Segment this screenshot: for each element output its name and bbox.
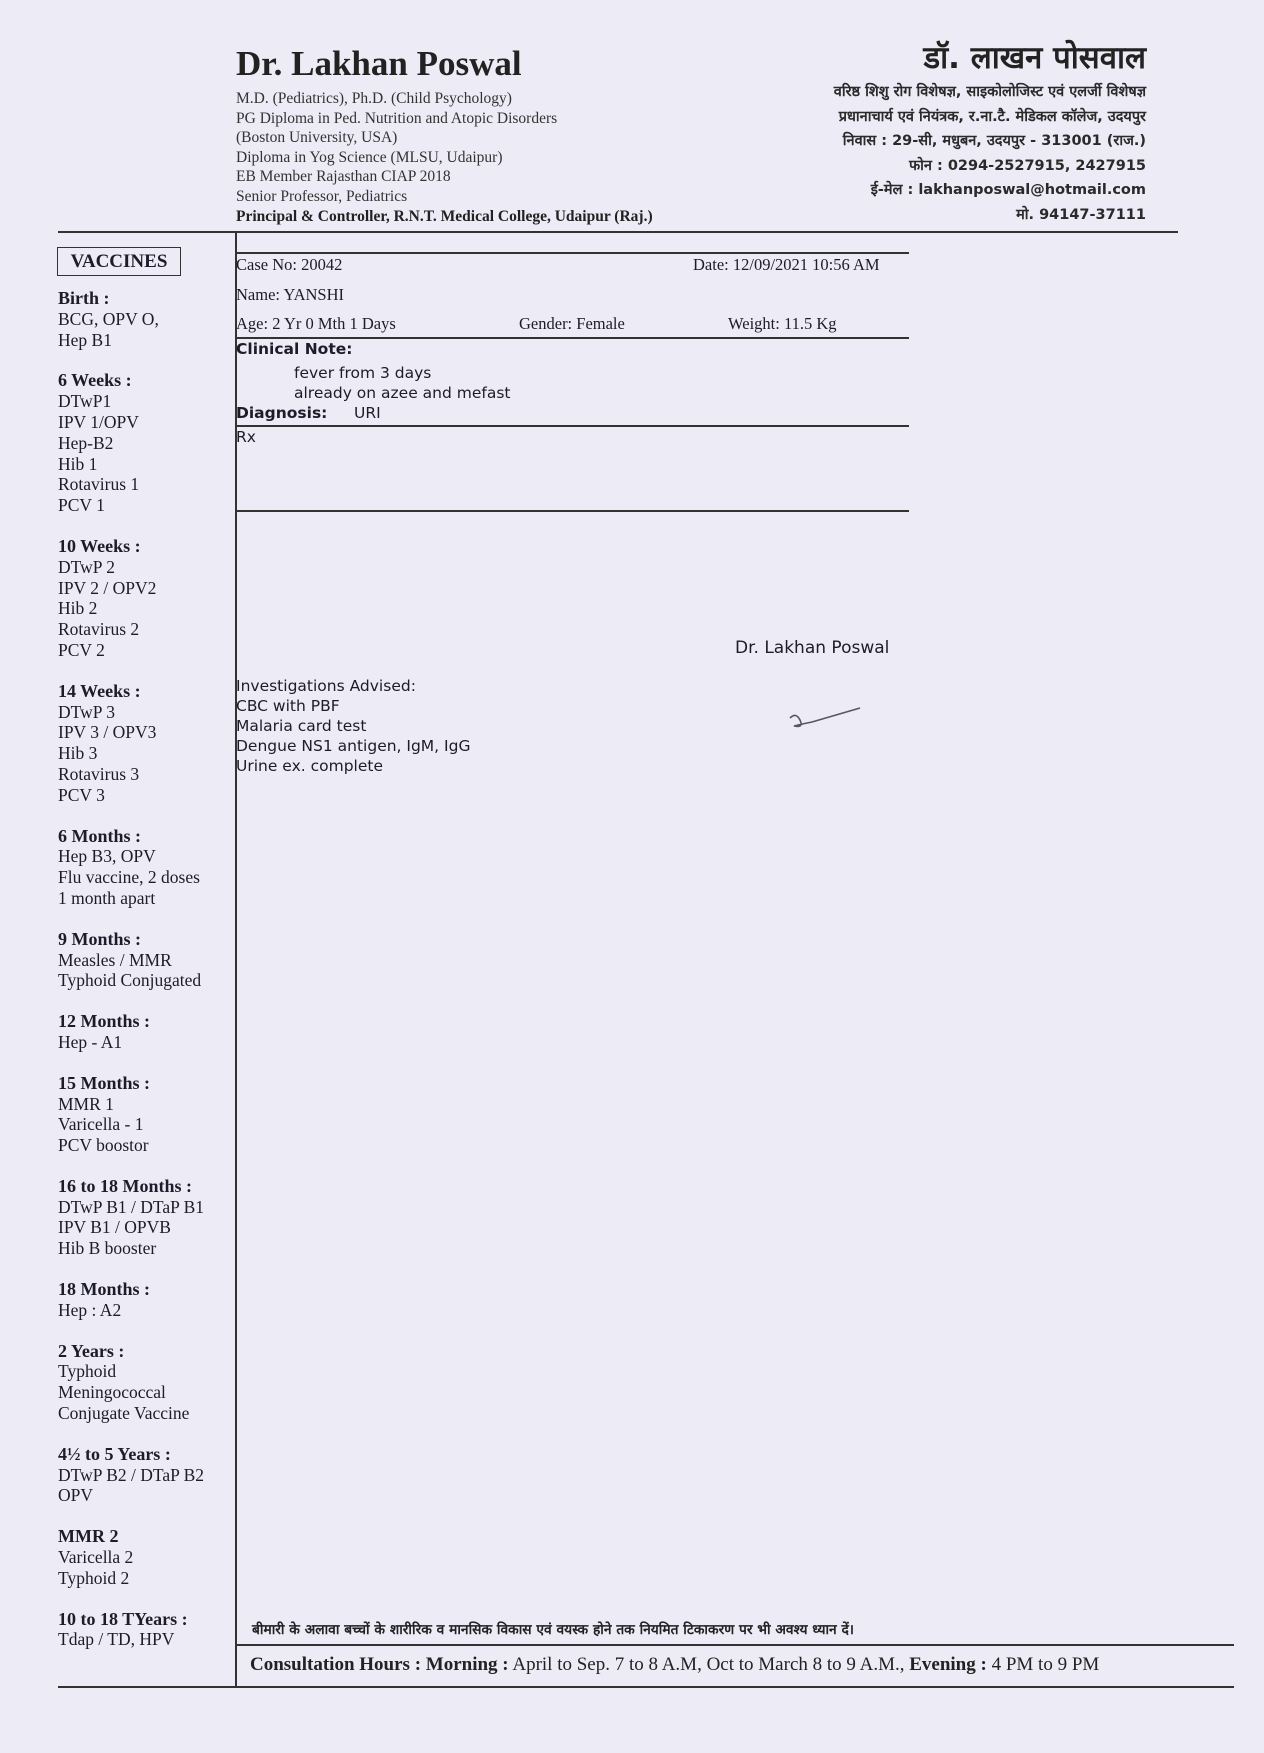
vaccine-item: Hib 1 — [58, 453, 98, 474]
vaccine-group-title: 10 Weeks : — [58, 535, 141, 556]
rx-symbol: Rx — [236, 428, 256, 446]
case-number: Case No: 20042 — [236, 255, 343, 274]
vaccine-group-title: MMR 2 — [58, 1526, 119, 1547]
case-info-rule — [236, 337, 909, 339]
investigation-item: CBC with PBF — [236, 697, 340, 715]
vaccine-item: DTwP1 — [58, 391, 112, 412]
vaccine-group-title: 14 Weeks : — [58, 680, 141, 701]
vaccine-group — [58, 536, 233, 661]
morning-label: Morning : — [425, 1654, 509, 1675]
clinical-note-line: already on azee and mefast — [294, 384, 511, 402]
diagnosis-rule — [236, 425, 909, 427]
vaccine-item: Rotavirus 1 — [58, 474, 140, 495]
vaccine-group-title: Birth : — [58, 288, 110, 308]
hindi-contact-block — [834, 80, 1146, 227]
vaccine-item: IPV 3 / OPV3 — [58, 722, 157, 743]
case-top-rule — [236, 252, 909, 254]
clinical-note-line: fever from 3 days — [294, 364, 432, 382]
qualification-line: Senior Professor, Pediatrics — [236, 187, 408, 205]
vaccine-item: Rotavirus 2 — [58, 619, 140, 640]
column-divider — [235, 232, 237, 1686]
qualification-line: EB Member Rajasthan CIAP 2018 — [236, 168, 451, 186]
hindi-line: मो. 94147-37111 — [1016, 206, 1146, 223]
vaccine-item: Hep - A1 — [58, 1031, 123, 1052]
signature-name: Dr. Lakhan Poswal — [735, 638, 890, 658]
patient-age: Age: 2 Yr 0 Mth 1 Days — [236, 314, 396, 333]
hindi-line: ई-मेल : lakhanposwal@hotmail.com — [870, 182, 1146, 198]
vaccine-group-title: 2 Years : — [58, 1340, 125, 1361]
investigation-item: Dengue NS1 antigen, IgM, IgG — [236, 737, 471, 755]
vaccine-group-title: 4½ to 5 Years : — [58, 1443, 171, 1464]
vaccine-item: Typhoid — [58, 1361, 117, 1382]
vaccine-item: Hep : A2 — [58, 1299, 122, 1320]
vaccine-group-title: 10 to 18 TYears : — [58, 1608, 188, 1629]
qualifications — [236, 89, 653, 226]
vaccine-group — [58, 1526, 233, 1588]
vaccine-group — [58, 1073, 233, 1156]
hindi-line: प्रधानाचार्य एवं नियंत्रक, र.ना.टै. मेडिकल कॉलेज, उदयपुर — [838, 108, 1146, 125]
vaccine-item: Conjugate Vaccine — [58, 1403, 190, 1424]
investigation-item: Malaria card test — [236, 717, 367, 735]
signature-mark — [788, 706, 862, 736]
vaccine-group — [58, 681, 233, 806]
vaccine-item: PCV 1 — [58, 495, 105, 516]
morning-hours: April to Sep. 7 to 8 A.M, Oct to March 8 to 9 A.M., — [512, 1654, 905, 1675]
diagnosis-value: URI — [354, 404, 381, 422]
hindi-line: निवास : 29-सी, मधुबन, उदयपुर - 313001 (राज.) — [842, 133, 1146, 149]
vaccine-group-title: 6 Months : — [58, 825, 142, 846]
vaccine-item: DTwP B1 / DTaP B1 — [58, 1196, 204, 1217]
vaccine-item: Meningococcal — [58, 1382, 166, 1403]
vaccine-group — [58, 370, 233, 516]
vaccine-item: Varicella - 1 — [58, 1114, 144, 1135]
vaccine-group-title: 6 Weeks : — [58, 370, 132, 391]
position-line: Principal & Controller, R.N.T. Medical College, Udaipur (Raj.) — [236, 207, 653, 225]
vaccine-item: DTwP B2 / DTaP B2 — [58, 1464, 204, 1485]
hindi-line: फोन : 0294-2527915, 2427915 — [908, 157, 1146, 174]
vaccine-item: IPV B1 / OPVB — [58, 1217, 171, 1238]
qualification-line: (Boston University, USA) — [236, 129, 398, 147]
vaccine-item: Typhoid Conjugated — [58, 970, 202, 991]
vaccine-item: MMR 1 — [58, 1093, 114, 1114]
clinical-note-label: Clinical Note: — [236, 340, 353, 358]
evening-hours: 4 PM to 9 PM — [991, 1654, 1100, 1675]
vaccine-item: DTwP 2 — [58, 556, 115, 577]
hours-label: Consultation Hours : — [250, 1654, 422, 1675]
vaccine-item: Hep B1 — [58, 329, 112, 350]
investigation-item: Urine ex. complete — [236, 757, 384, 775]
vaccine-schedule — [58, 288, 233, 1670]
doctor-name: Dr. Lakhan Poswal — [236, 44, 522, 83]
vaccine-group — [58, 1341, 233, 1424]
visit-date: Date: 12/09/2021 10:56 AM — [693, 255, 880, 274]
vaccine-group — [58, 1176, 233, 1259]
patient-gender: Gender: Female — [519, 314, 625, 333]
vaccine-item: PCV boostor — [58, 1135, 149, 1156]
vaccine-item: Typhoid 2 — [58, 1567, 130, 1588]
header-divider — [58, 231, 1178, 233]
vaccine-group — [58, 826, 233, 909]
vaccine-item: PCV 2 — [58, 639, 105, 660]
evening-label: Evening : — [909, 1654, 987, 1675]
vaccine-group — [58, 288, 233, 350]
vaccine-group — [58, 1609, 233, 1651]
hindi-doctor-name: डॉ. लाखन पोसवाल — [923, 40, 1146, 76]
qualification-line: Diploma in Yog Science (MLSU, Udaipur) — [236, 148, 503, 166]
patient-name: Name: YANSHI — [236, 285, 344, 304]
vaccine-group-title: 15 Months : — [58, 1072, 151, 1093]
vaccines-title: VACCINES — [57, 247, 181, 276]
vaccine-group — [58, 929, 233, 991]
hindi-line: वरिष्ठ शिशु रोग विशेषज्ञ, साइकोलोजिस्ट एवं एलर्जी विशेषज्ञ — [833, 84, 1146, 100]
vaccine-item: DTwP 3 — [58, 701, 115, 722]
vaccine-item: Hib 2 — [58, 598, 98, 619]
vaccine-group-title: 12 Months : — [58, 1011, 151, 1032]
vaccine-item: Hep B3, OPV — [58, 846, 156, 867]
vaccine-item: Varicella 2 — [58, 1547, 134, 1568]
vaccine-group — [58, 1279, 233, 1321]
vaccine-item: OPV — [58, 1485, 94, 1506]
qualification-line: PG Diploma in Ped. Nutrition and Atopic Disorders — [236, 109, 558, 127]
patient-weight: Weight: 11.5 Kg — [728, 314, 837, 333]
vaccine-item: Tdap / TD, HPV — [58, 1629, 175, 1650]
consultation-hours — [250, 1654, 1099, 1676]
vaccine-group — [58, 1444, 233, 1506]
vaccine-group-title: 16 to 18 Months : — [58, 1175, 192, 1196]
investigations-label: Investigations Advised: — [236, 677, 416, 695]
vaccine-item: BCG, OPV O, — [58, 308, 159, 329]
vaccine-group-title: 9 Months : — [58, 928, 142, 949]
qualification-line: M.D. (Pediatrics), Ph.D. (Child Psychology) — [236, 90, 512, 107]
vaccine-item: Measles / MMR — [58, 949, 172, 970]
vaccine-item: Flu vaccine, 2 doses — [58, 867, 200, 888]
rx-rule — [236, 510, 909, 512]
vaccine-item: Hib B booster — [58, 1238, 157, 1259]
vaccine-item: Hep-B2 — [58, 432, 114, 453]
vaccine-group — [58, 1011, 233, 1053]
vaccine-item: IPV 2 / OPV2 — [58, 577, 157, 598]
footer-top-rule — [236, 1644, 1234, 1646]
vaccine-item: Rotavirus 3 — [58, 763, 140, 784]
vaccine-item: 1 month apart — [58, 887, 156, 908]
vaccine-item: IPV 1/OPV — [58, 411, 139, 432]
vaccine-item: Hib 3 — [58, 743, 98, 764]
footer-bottom-rule — [58, 1686, 1234, 1688]
hindi-footer-note: बीमारी के अलावा बच्चों के शारीरिक व मानसिक विकास एवं वयस्क होने तक नियमित टिकाकरण पर भी अवश्य ध्यान दें। — [252, 1622, 855, 1638]
vaccine-group-title: 18 Months : — [58, 1279, 151, 1300]
vaccine-item: PCV 3 — [58, 784, 105, 805]
diagnosis-label: Diagnosis: — [236, 404, 328, 422]
